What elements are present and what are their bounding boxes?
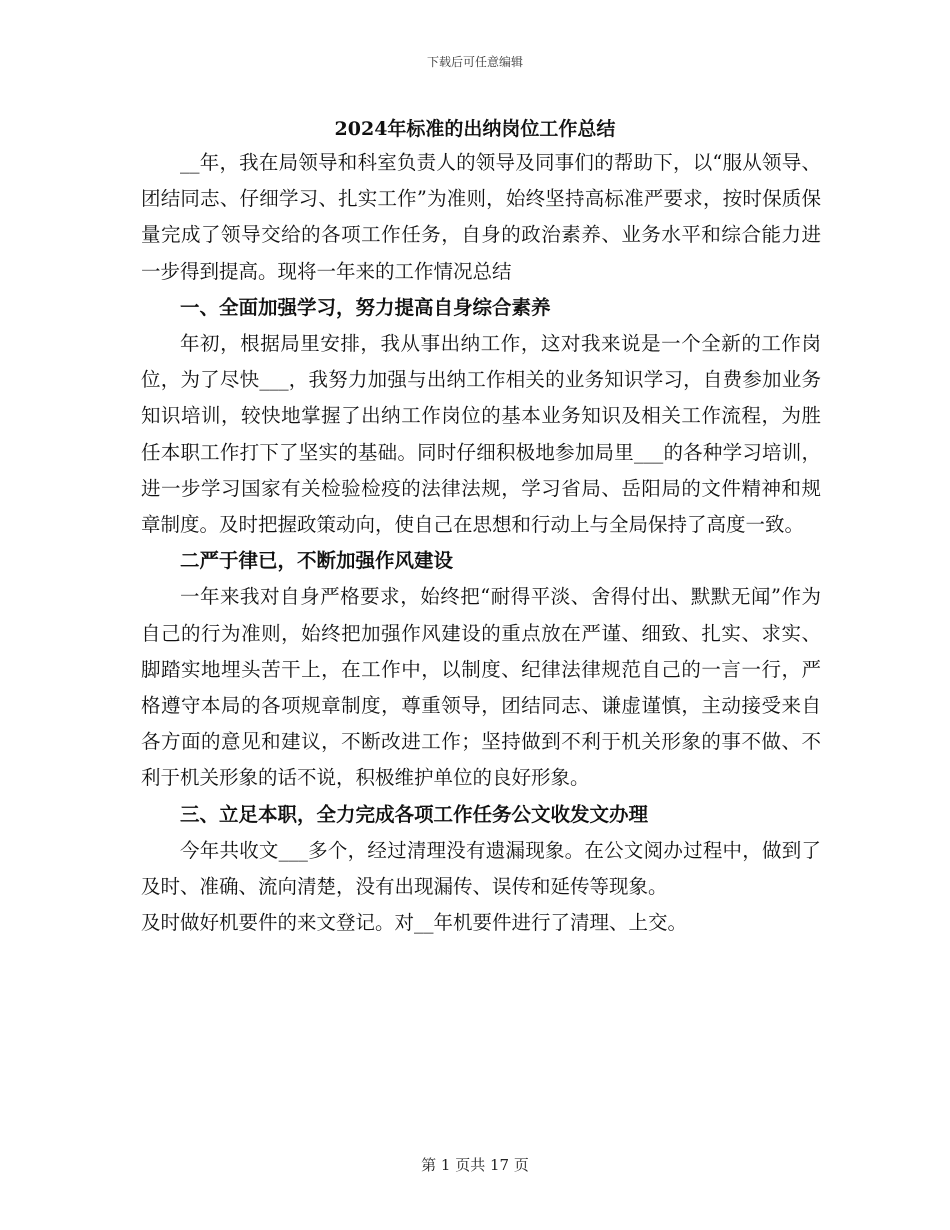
page-number: 第 1 页共 17 页 <box>421 1156 529 1174</box>
section-3-body: 今年共收文___多个，经过清理没有遗漏现象。在公文阅办过程中，做到了及时、准确、流向清楚，没有出现漏传、误传和延传等现象。 <box>141 838 821 899</box>
section-1-body: 年初，根据局里安排，我从事出纳工作，这对我来说是一个全新的工作岗位，为了尽快___，我努力加强与出纳工作相关的业务知识学习，自费参加业务知识培训，较快地掌握了出纳工作岗位的基本业务知识及相关工作流程，为胜任本职工作打下了坚实的基础。同时仔细积极地参加局里___的各种学习培训，进一步学习国家有关检验检疫的法律法规，学习省局、岳阳局的文件精神和规章制度。及时把握政策动向，使自己在思想和行动上与全局保持了高度一致。 <box>141 332 821 537</box>
section-3-tail: 及时做好机要件的来文登记。对__年机要件进行了清理、上交。 <box>141 911 688 935</box>
header-note: 下载后可任意编辑 <box>426 55 523 69</box>
document-title: 2024年标准的出纳岗位工作总结 <box>334 118 616 140</box>
section-2-heading: 二严于律已，不断加强作风建设 <box>180 549 454 573</box>
section-2-body: 一年来我对自身严格要求，始终把“耐得平淡、舍得付出、默默无闻”作为自己的行为准则，始终把加强作风建设的重点放在严谨、细致、扎实、求实、脚踏实地埋头苦干上，在工作中，以制度、纪律法律规范自己的一言一行，严格遵守本局的各项规章制度，尊重领导，团结同志、谦虚谨慎，主动接受来自各方面的意见和建议，不断改进工作；坚持做到不利于机关形象的事不做、不利于机关形象的话不说，积极维护单位的良好形象。 <box>141 585 821 790</box>
section-3-heading: 三、立足本职，全力完成各项工作任务公文收发文办理 <box>180 802 649 826</box>
section-1-heading: 一、全面加强学习，努力提高自身综合素养 <box>180 295 551 319</box>
document-body <box>141 145 821 941</box>
intro-paragraph: __年，我在局领导和科室负责人的领导及同事们的帮助下，以“服从领导、团结同志、仔细学习、扎实工作”为准则，始终坚持高标准严要求，按时保质保量完成了领导交给的各项工作任务，自身的政治素养、业务水平和综合能力进一步得到提高。现将一年来的工作情况总结 <box>141 151 821 283</box>
